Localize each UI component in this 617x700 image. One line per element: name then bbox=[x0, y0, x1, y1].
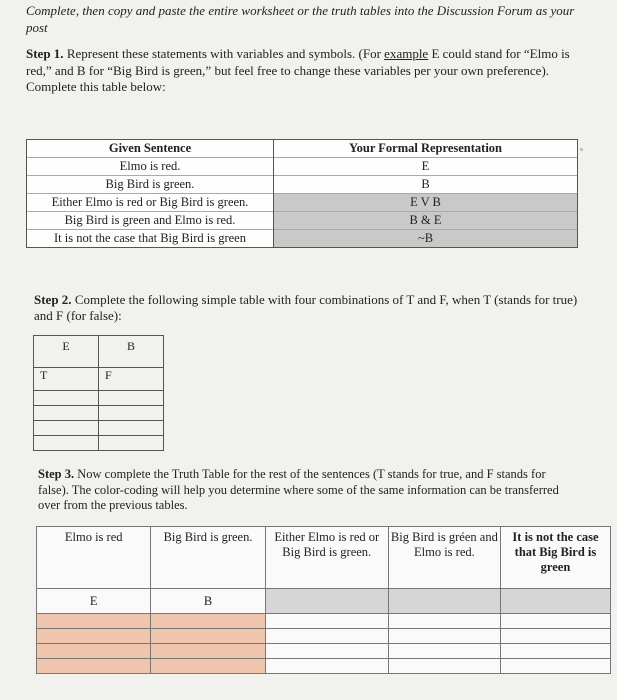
tt-r2-or[interactable] bbox=[265, 614, 388, 629]
tt-r4-not[interactable] bbox=[500, 644, 610, 659]
step1-example-link: example bbox=[384, 46, 429, 61]
formal-row-2[interactable]: B bbox=[274, 176, 577, 194]
tt-header-and: Big Bird is gréen and Elmo is red. bbox=[388, 527, 500, 589]
given-row-2: Big Bird is green. bbox=[27, 176, 273, 194]
tt-r4-b[interactable] bbox=[151, 644, 265, 659]
tt-r1-or[interactable] bbox=[265, 589, 388, 614]
tt-r4-or[interactable] bbox=[265, 644, 388, 659]
step1-instructions bbox=[26, 46, 591, 96]
tt-r3-or[interactable] bbox=[265, 629, 388, 644]
tt-r5-not[interactable] bbox=[500, 659, 610, 674]
step1-text-b: E could stand for “Elmo is red,” and B for “Big Bird is green,” but feel free to change these variables per your own preference). Complete this table below: bbox=[26, 46, 570, 94]
tt-r1-e[interactable]: E bbox=[37, 589, 151, 614]
cell-r5-b[interactable] bbox=[99, 436, 164, 451]
step3-label: Step 3. bbox=[38, 467, 75, 481]
dust-dot bbox=[580, 148, 583, 151]
formal-row-5[interactable]: ~B bbox=[274, 230, 577, 247]
step3-text: Now complete the Truth Table for the rest of the sentences (T stands for true, and F stands for false). The color-coding will help you determine where some of the same information can be transferred over from the previous tables. bbox=[38, 467, 559, 512]
tt-r3-b[interactable] bbox=[151, 629, 265, 644]
tt-r1-and[interactable] bbox=[388, 589, 500, 614]
tt-r2-not[interactable] bbox=[500, 614, 610, 629]
step3-instructions bbox=[38, 467, 578, 514]
tt-r5-b[interactable] bbox=[151, 659, 265, 674]
cell-r3-b[interactable] bbox=[99, 406, 164, 421]
given-row-4: Big Bird is green and Elmo is red. bbox=[27, 212, 273, 230]
cell-r4-b[interactable] bbox=[99, 421, 164, 436]
formal-row-3[interactable]: E V B bbox=[274, 194, 577, 212]
tt-header-not: It is not the case that Big Bird is green bbox=[500, 527, 610, 589]
cell-r5-e[interactable] bbox=[34, 436, 99, 451]
intro-instructions: Complete, then copy and paste the entire worksheet or the truth tables into the Discussion Forum as your post bbox=[26, 3, 575, 35]
step1-label: Step 1. bbox=[26, 46, 64, 61]
step2-text: Complete the following simple table with four combinations of T and F, when T (stands for true) and F (for false): bbox=[34, 292, 578, 323]
given-row-3: Either Elmo is red or Big Bird is green. bbox=[27, 194, 273, 212]
col-header-b: B bbox=[99, 336, 164, 368]
formal-row-1[interactable]: E bbox=[274, 158, 577, 176]
representation-table bbox=[26, 139, 578, 248]
header-given: Given Sentence bbox=[27, 140, 273, 158]
tt-r3-e[interactable] bbox=[37, 629, 151, 644]
cell-r1-b[interactable]: F bbox=[99, 368, 164, 391]
tt-r3-not[interactable] bbox=[500, 629, 610, 644]
tt-header-elmo: Elmo is red bbox=[37, 527, 151, 589]
tt-r4-e[interactable] bbox=[37, 644, 151, 659]
given-row-1: Elmo is red. bbox=[27, 158, 273, 176]
combinations-table bbox=[33, 335, 164, 451]
tt-r5-or[interactable] bbox=[265, 659, 388, 674]
cell-r1-e[interactable]: T bbox=[34, 368, 99, 391]
step2-label: Step 2. bbox=[34, 292, 72, 307]
tt-r2-e[interactable] bbox=[37, 614, 151, 629]
cell-r2-b[interactable] bbox=[99, 391, 164, 406]
tt-header-or: Either Elmo is red or Big Bird is green. bbox=[265, 527, 388, 589]
tt-header-bigbird: Big Bird is green. bbox=[151, 527, 265, 589]
step2-instructions bbox=[34, 292, 594, 324]
cell-r2-e[interactable] bbox=[34, 391, 99, 406]
formal-row-4[interactable]: B & E bbox=[274, 212, 577, 230]
tt-r5-and[interactable] bbox=[388, 659, 500, 674]
tt-r1-b[interactable]: B bbox=[151, 589, 265, 614]
truth-table bbox=[36, 526, 611, 674]
formal-representation-column bbox=[274, 140, 578, 248]
cell-r4-e[interactable] bbox=[34, 421, 99, 436]
given-sentence-column bbox=[27, 140, 274, 248]
cell-r3-e[interactable] bbox=[34, 406, 99, 421]
tt-r5-e[interactable] bbox=[37, 659, 151, 674]
step1-text-a: Represent these statements with variables and symbols. (For bbox=[66, 46, 385, 61]
given-row-5: It is not the case that Big Bird is green bbox=[54, 231, 246, 245]
tt-r2-b[interactable] bbox=[151, 614, 265, 629]
header-formal: Your Formal Representation bbox=[274, 140, 577, 158]
tt-r4-and[interactable] bbox=[388, 644, 500, 659]
tt-r1-not[interactable] bbox=[500, 589, 610, 614]
tt-r2-and[interactable] bbox=[388, 614, 500, 629]
col-header-e: E bbox=[34, 336, 99, 368]
tt-r3-and[interactable] bbox=[388, 629, 500, 644]
